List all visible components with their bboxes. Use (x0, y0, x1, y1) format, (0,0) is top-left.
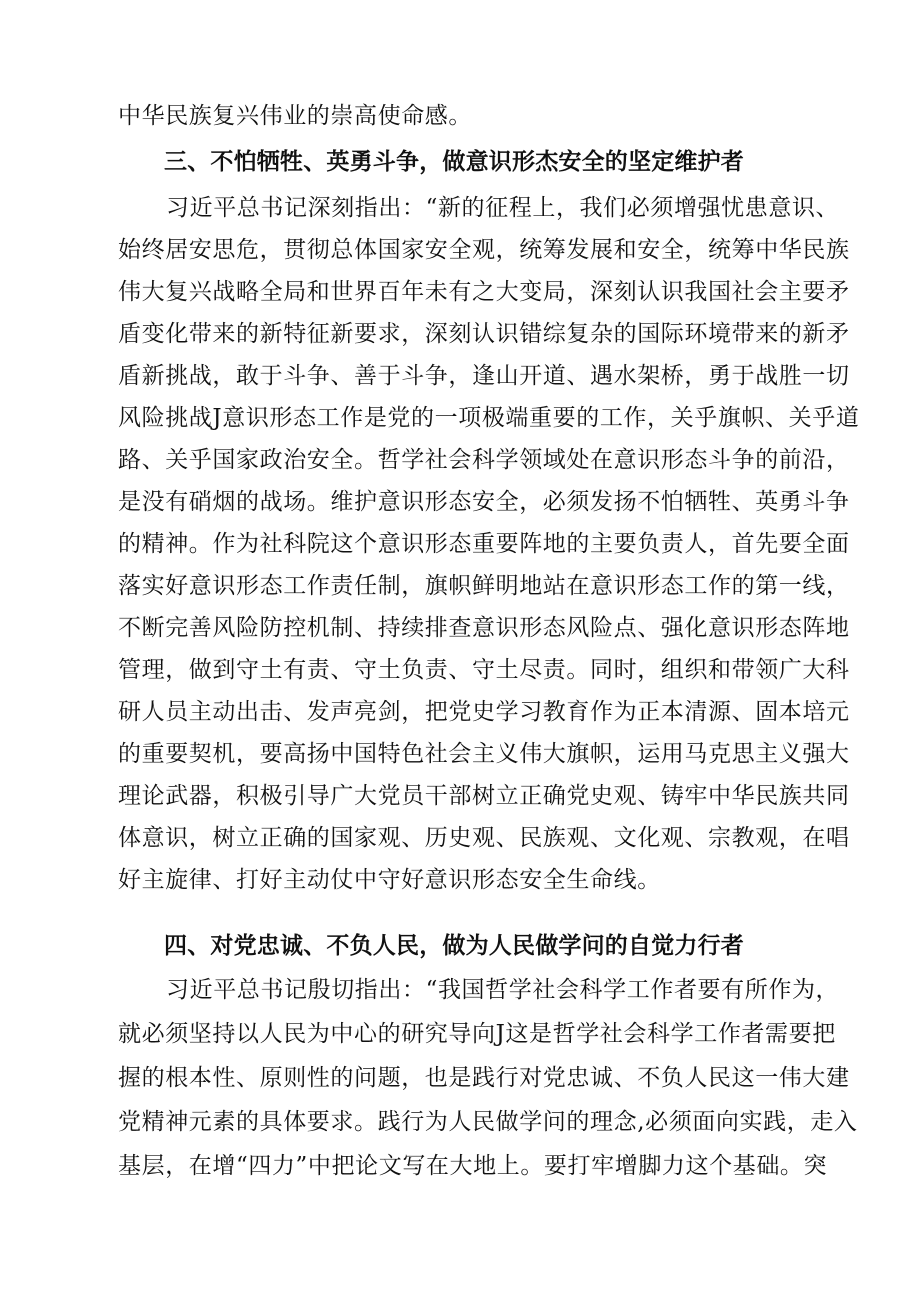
body-text-line: 党精神元素的具体要求。践行为人民做学问的理念,必须面向实践，走入 (118, 1109, 858, 1135)
body-text-line: 落实好意识形态工作责任制，旗帜鲜明地站在意识形态工作的第一线， (118, 573, 850, 599)
body-text-line: 体意识，树立正确的国家观、历史观、民族观、文化观、宗教观，在唱 (118, 825, 850, 851)
body-text-line: 研人员主动出击、发声亮剑，把党史学习教育作为正本清源、固本培元 (118, 699, 850, 725)
body-text-line: 握的根本性、原则性的问题，也是践行对党忠诚、不负人民这一伟大建 (118, 1065, 850, 1091)
body-text-line: 基层，在增“四力”中把论文写在大地上。要打牢增脚力这个基础。突 (118, 1153, 828, 1179)
body-text-line: 的精神。作为社科院这个意识形态重要阵地的主要负责人，首先要全面 (118, 531, 850, 557)
section-heading-3: 三、不怕牺牲、英勇斗争，做意识形杰安全的坚定维护者 (164, 149, 744, 175)
body-text-line: 是没有硝烟的战场。维护意识形态安全，必须发扬不怕牺牲、英勇斗争 (118, 489, 850, 515)
body-text-line: 好主旋律、打好主动仗中守好意识形态安全生命线。 (118, 867, 661, 893)
body-text-line: 伟大复兴战略全局和世界百年未有之大变局，深刻认识我国社会主要矛 (118, 279, 850, 305)
body-text-line: 习近平总书记深刻指出：“新的征程上，我们必须增强忧患意识、 (166, 195, 840, 221)
body-text-line: 管理，做到守土有责、守土负责、守土尽责。同时，组织和带领广大科 (118, 657, 850, 683)
body-text-line: 盾变化带来的新特征新要求，深刻认识错综复杂的国际环境带来的新矛 (118, 321, 850, 347)
body-text-line: 盾新挑战，敢于斗争、善于斗争，逢山开道、遇水架桥，勇于战胜一切 (118, 363, 850, 389)
body-text-line: 始终居安思危，贯彻总体国家安全观，统筹发展和安全，统筹中华民族 (118, 237, 850, 263)
body-text-line: 路、关乎国家政治安全。哲学社会科学领域处在意识形态斗争的前沿， (118, 447, 850, 473)
body-text-line: 不断完善风险防控机制、持续排查意识形态风险点、强化意识形态阵地 (118, 615, 850, 641)
body-text-line: 习近平总书记殷切指出：“我国哲学社会科学工作者要有所作为， (166, 977, 840, 1003)
body-text-line: 风险挑战J意识形态工作是党的一项极端重要的工作，关乎旗帜、关乎道 (118, 405, 860, 431)
body-text-line: 就必须坚持以人民为中心的研究导向J这是哲学社会科学工作者需要把 (118, 1021, 836, 1047)
body-text-line: 理论武器，积极引导广大党员干部树立正确党史观、铸牢中华民族共同 (118, 783, 850, 809)
body-text-line: 中华民族复兴伟业的崇高使命感。 (118, 103, 472, 129)
body-text-line: 的重要契机，要高扬中国特色社会主义伟大旗帜，运用马克思主义强大 (118, 741, 850, 767)
section-heading-4: 四、对党忠诚、不负人民，做为人民做学问的自觉力行者 (164, 933, 744, 959)
